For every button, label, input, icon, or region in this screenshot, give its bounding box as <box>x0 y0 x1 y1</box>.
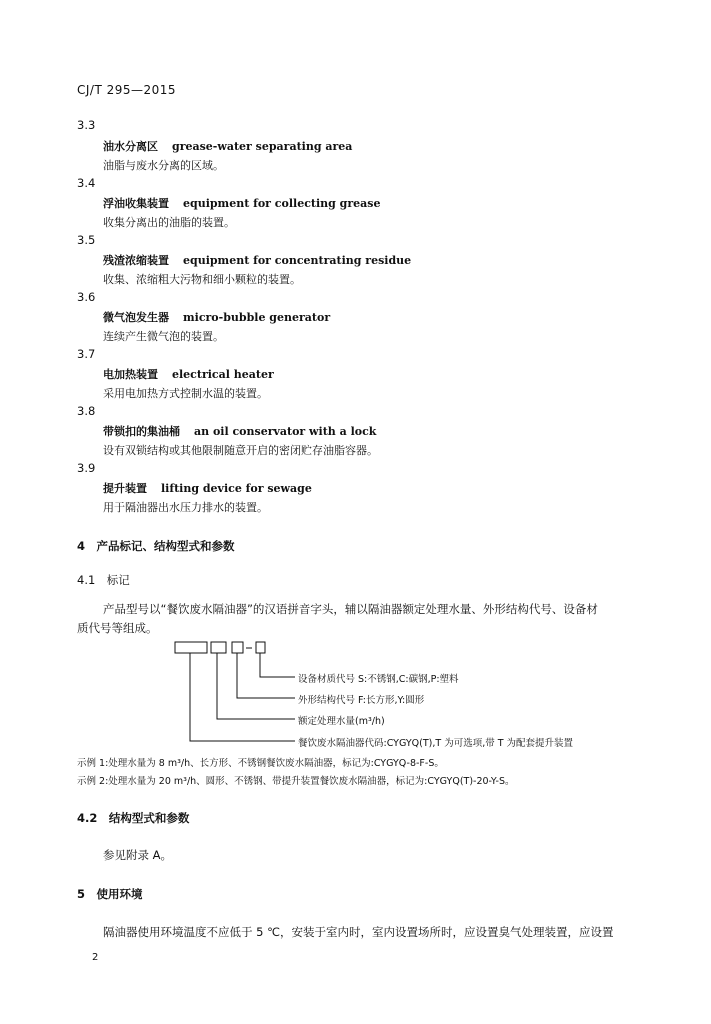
marking-paragraph-line2: 质代号等组成。 <box>77 621 158 635</box>
label-shape-code: 外形结构代号 F:长方形,Y:圆形 <box>298 695 425 706</box>
leader-line-capacity <box>217 653 295 719</box>
term-number: 3.6 <box>77 290 96 304</box>
section-4-heading: 4 产品标记、结构型式和参数 <box>77 539 235 553</box>
term-en: an oil conservator with a lock <box>194 425 377 438</box>
shape-box <box>232 642 243 653</box>
material-box <box>256 642 265 653</box>
term-cn: 浮油收集装置 <box>103 197 169 210</box>
environment-paragraph: 隔油器使用环境温度不应低于 5 ℃，安装于室内时，室内设置场所时，应设置臭气处理装置，应设置 <box>103 925 614 939</box>
label-capacity: 额定处理水量(m³/h) <box>298 716 385 727</box>
term-en: equipment for concentrating residue <box>183 254 412 267</box>
term-en: grease-water separating area <box>172 140 353 153</box>
term-en: electrical heater <box>172 368 274 381</box>
code-box <box>175 642 207 653</box>
term-definition: 设有双锁结构或其他限制随意开启的密闭贮存油脂容器。 <box>103 444 378 457</box>
term-en: lifting device for sewage <box>161 482 312 495</box>
term-cn: 带锁扣的集油桶 <box>103 425 180 438</box>
capacity-box <box>211 642 226 653</box>
label-material-code: 设备材质代号 S:不锈钢,C:碳钢,P:塑料 <box>298 674 459 685</box>
term-cn: 微气泡发生器 <box>103 311 169 324</box>
term-number: 3.8 <box>77 404 96 418</box>
leader-line-material <box>260 653 295 677</box>
standard-header: CJ/T 295—2015 <box>77 83 177 97</box>
term-en: equipment for collecting grease <box>183 197 381 210</box>
term-number: 3.7 <box>77 347 96 361</box>
term-cn: 残渣浓缩装置 <box>103 254 169 267</box>
label-device-code: 餐饮废水隔油器代码:CYGYQ(T),T 为可选项,带 T 为配套提升装置 <box>298 738 574 749</box>
term-number: 3.3 <box>77 118 96 132</box>
term-number: 3.9 <box>77 461 96 475</box>
example-1: 示例 1:处理水量为 8 m³/h、长方形、不锈钢餐饮废水隔油器，标记为:CYGYQ-8-F-S。 <box>77 758 444 769</box>
term-cn: 提升装置 <box>103 482 147 495</box>
term-definition: 收集分离出的油脂的装置。 <box>103 216 235 229</box>
section-5-heading: 5 使用环境 <box>77 887 143 901</box>
example-2: 示例 2:处理水量为 20 m³/h、圆形、不锈钢、带提升装置餐饮废水隔油器，标记为:CYGYQ(T)-20-Y-S。 <box>77 776 515 787</box>
term-number: 3.4 <box>77 176 96 190</box>
term-definition: 连续产生微气泡的装置。 <box>103 330 224 343</box>
term-en: micro-bubble generator <box>183 311 331 324</box>
section-4-1-heading: 4.1 标记 <box>77 573 130 587</box>
term-definition: 油脂与废水分离的区域。 <box>103 159 224 172</box>
term-cn: 油水分离区 <box>103 140 158 153</box>
page-number: 2 <box>92 952 99 963</box>
term-definition: 收集、浓缩粗大污物和细小颗粒的装置。 <box>103 273 301 286</box>
structure-paragraph: 参见附录 A。 <box>103 848 173 862</box>
section-4-2-heading: 4.2 结构型式和参数 <box>77 811 190 825</box>
term-definition: 采用电加热方式控制水温的装置。 <box>103 387 268 400</box>
term-definition: 用于隔油器出水压力排水的装置。 <box>103 501 268 514</box>
marking-paragraph-line1: 产品型号以“餐饮废水隔油器”的汉语拼音字头，辅以隔油器额定处理水量、外形结构代号、设备材 <box>103 602 598 616</box>
leader-line-shape <box>237 653 295 698</box>
term-cn: 电加热装置 <box>103 368 158 381</box>
leader-line-code <box>190 653 295 741</box>
term-number: 3.5 <box>77 233 96 247</box>
